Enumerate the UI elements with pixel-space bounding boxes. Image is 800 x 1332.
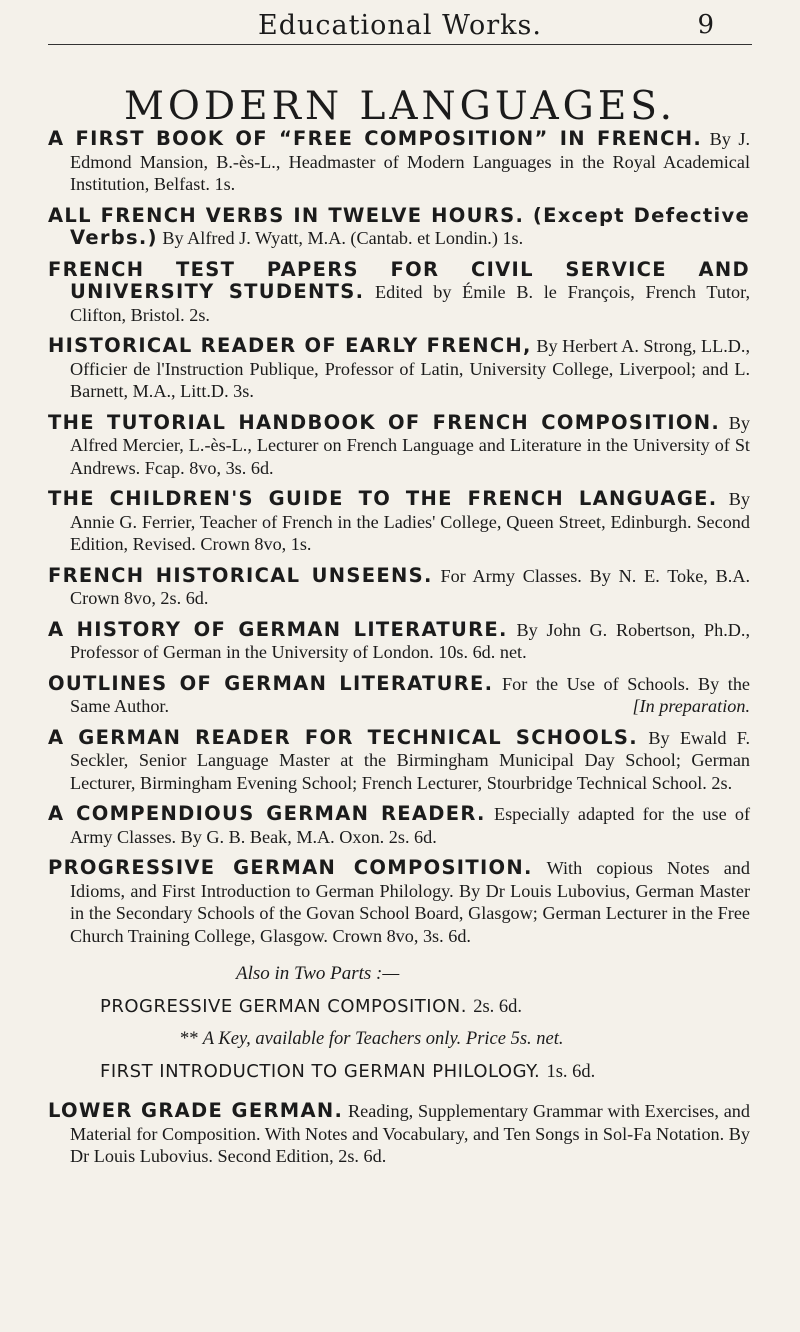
entry-body: By Alfred Mercier, L.-ès-L., Lecturer on French Language and Literature in the University of St Andrews. Fcap. 8vo, 3s. 6d. <box>70 412 750 478</box>
key-note-text: A Key, available for Teachers only. Price 5s. net. <box>202 1029 564 1049</box>
entry-title: OUTLINES OF GERMAN LITERATURE. <box>48 671 494 695</box>
entry-body: By Ewald F. Seckler, Senior Language Master at the Birmingham Municipal Day School; German Lecturer, Birmingham Evening School; French Lecturer, Stourbridge Technical School. 2s. <box>70 727 750 793</box>
section-title: MODERN LANGUAGES. <box>123 84 677 130</box>
list-item <box>48 488 750 556</box>
entry-title: THE TUTORIAL HANDBOOK OF FRENCH COMPOSITION. <box>48 410 721 434</box>
entry-title: A COMPENDIOUS GERMAN READER. <box>48 802 486 825</box>
sub-entry-title: FIRST INTRODUCTION TO GERMAN PHILOLOGY. <box>100 1061 541 1082</box>
entry-body: Especially adapted for the use of Army Classes. By G. B. Beak, M.A. Oxon. 2s. 6d. <box>70 804 751 847</box>
entry-body: Edited by Émile B. le François, French Tutor, Clifton, Bristol. 2s. <box>70 282 750 325</box>
entry-title: THE CHILDREN'S GUIDE TO THE FRENCH LANGUAGE. <box>48 487 718 510</box>
entry-body: By Alfred J. Wyatt, M.A. (Cantab. et Londin.) 1s. <box>162 228 524 248</box>
running-title: Educational Works. <box>258 10 542 41</box>
list-item <box>48 727 750 795</box>
page-number: 9 <box>697 10 714 40</box>
entry-body: For the Use of Schools. By the Same Author. <box>70 673 751 716</box>
asterism: *⁤* <box>180 1029 199 1049</box>
entry-body: By John G. Robertson, Ph.D., Professor of German in the University of London. 10s. 6d. net. <box>70 619 751 662</box>
sub-entry-price: 1s. 6d. <box>546 1062 596 1082</box>
entry-title: A GERMAN READER FOR TECHNICAL SCHOOLS. <box>48 725 638 749</box>
entry-body: By Herbert A. Strong, LL.D., Officier de l'Instruction Publique, Professor of Latin, University College, Liverpool; and L. Barnett, M.A., Litt.D. 3s. <box>70 336 751 401</box>
entry-title: A FIRST BOOK OF “FREE COMPOSITION” IN FRENCH. <box>48 127 703 150</box>
entry-body: Reading, Supplementary Grammar with Exercises, and Material for Composition. With Notes and Vocabulary, and Ten Songs in Sol-Fa Notation. By Dr Louis Lubovius. Second Edition, 2s. 6d. <box>70 1101 750 1166</box>
list-item <box>48 128 750 196</box>
list-item <box>48 619 750 664</box>
list-item <box>48 1100 750 1168</box>
list-item <box>48 259 750 327</box>
list-item <box>48 205 750 250</box>
sub-entry-title: PROGRESSIVE GERMAN COMPOSITION. <box>100 996 467 1017</box>
entry-title: PROGRESSIVE GERMAN COMPOSITION. <box>48 856 533 879</box>
entry-body: By J. Edmond Mansion, B.-ès-L., Headmaster of Modern Languages in the Royal Academical Institution, Belfast. 1s. <box>70 129 750 194</box>
entry-title: FRENCH TEST PAPERS FOR CIVIL SERVICE AND UNIVERSITY STUDENTS. <box>48 257 750 303</box>
list-item <box>48 565 750 610</box>
list-item <box>48 803 750 848</box>
key-note <box>180 1029 750 1050</box>
list-item <box>48 673 750 718</box>
running-head <box>0 6 800 42</box>
entry-title: ALL FRENCH VERBS IN TWELVE HOURS. (Except Defective Verbs.) <box>48 203 750 249</box>
entry-title: A HISTORY OF GERMAN LITERATURE. <box>48 617 508 641</box>
list-item <box>48 857 750 947</box>
entry-body: With copious Notes and Idioms, and First Introduction to German Philology. By Dr Louis Lubovius, German Master in the Secondary Schools of the Govan School Board, Glasgow; German Lecturer in the Free Church Training College, Glasgow. Crown 8vo, 3s. 6d. <box>70 858 750 946</box>
sub-entry <box>100 1060 750 1084</box>
list-item <box>48 335 750 403</box>
header-rule <box>48 44 752 45</box>
entry-title: HISTORICAL READER OF EARLY FRENCH, <box>48 334 532 357</box>
also-in-parts-heading: Also in Two Parts :— <box>236 963 400 984</box>
list-item <box>48 412 750 480</box>
preparation-note: [In preparation. <box>632 696 750 716</box>
sub-entry <box>100 995 750 1019</box>
entry-body: For Army Classes. By N. E. Toke, B.A. Crown 8vo, 2s. 6d. <box>70 565 750 608</box>
entry-list <box>48 128 750 1177</box>
entry-title: LOWER GRADE GERMAN. <box>48 1099 344 1122</box>
entry-body: By Annie G. Ferrier, Teacher of French in the Ladies' College, Queen Street, Edinburgh. Second Edition, Revised. Crown 8vo, 1s. <box>70 489 750 554</box>
entry-title: FRENCH HISTORICAL UNSEENS. <box>48 563 433 587</box>
sub-entry-price: 2s. 6d. <box>473 997 523 1017</box>
